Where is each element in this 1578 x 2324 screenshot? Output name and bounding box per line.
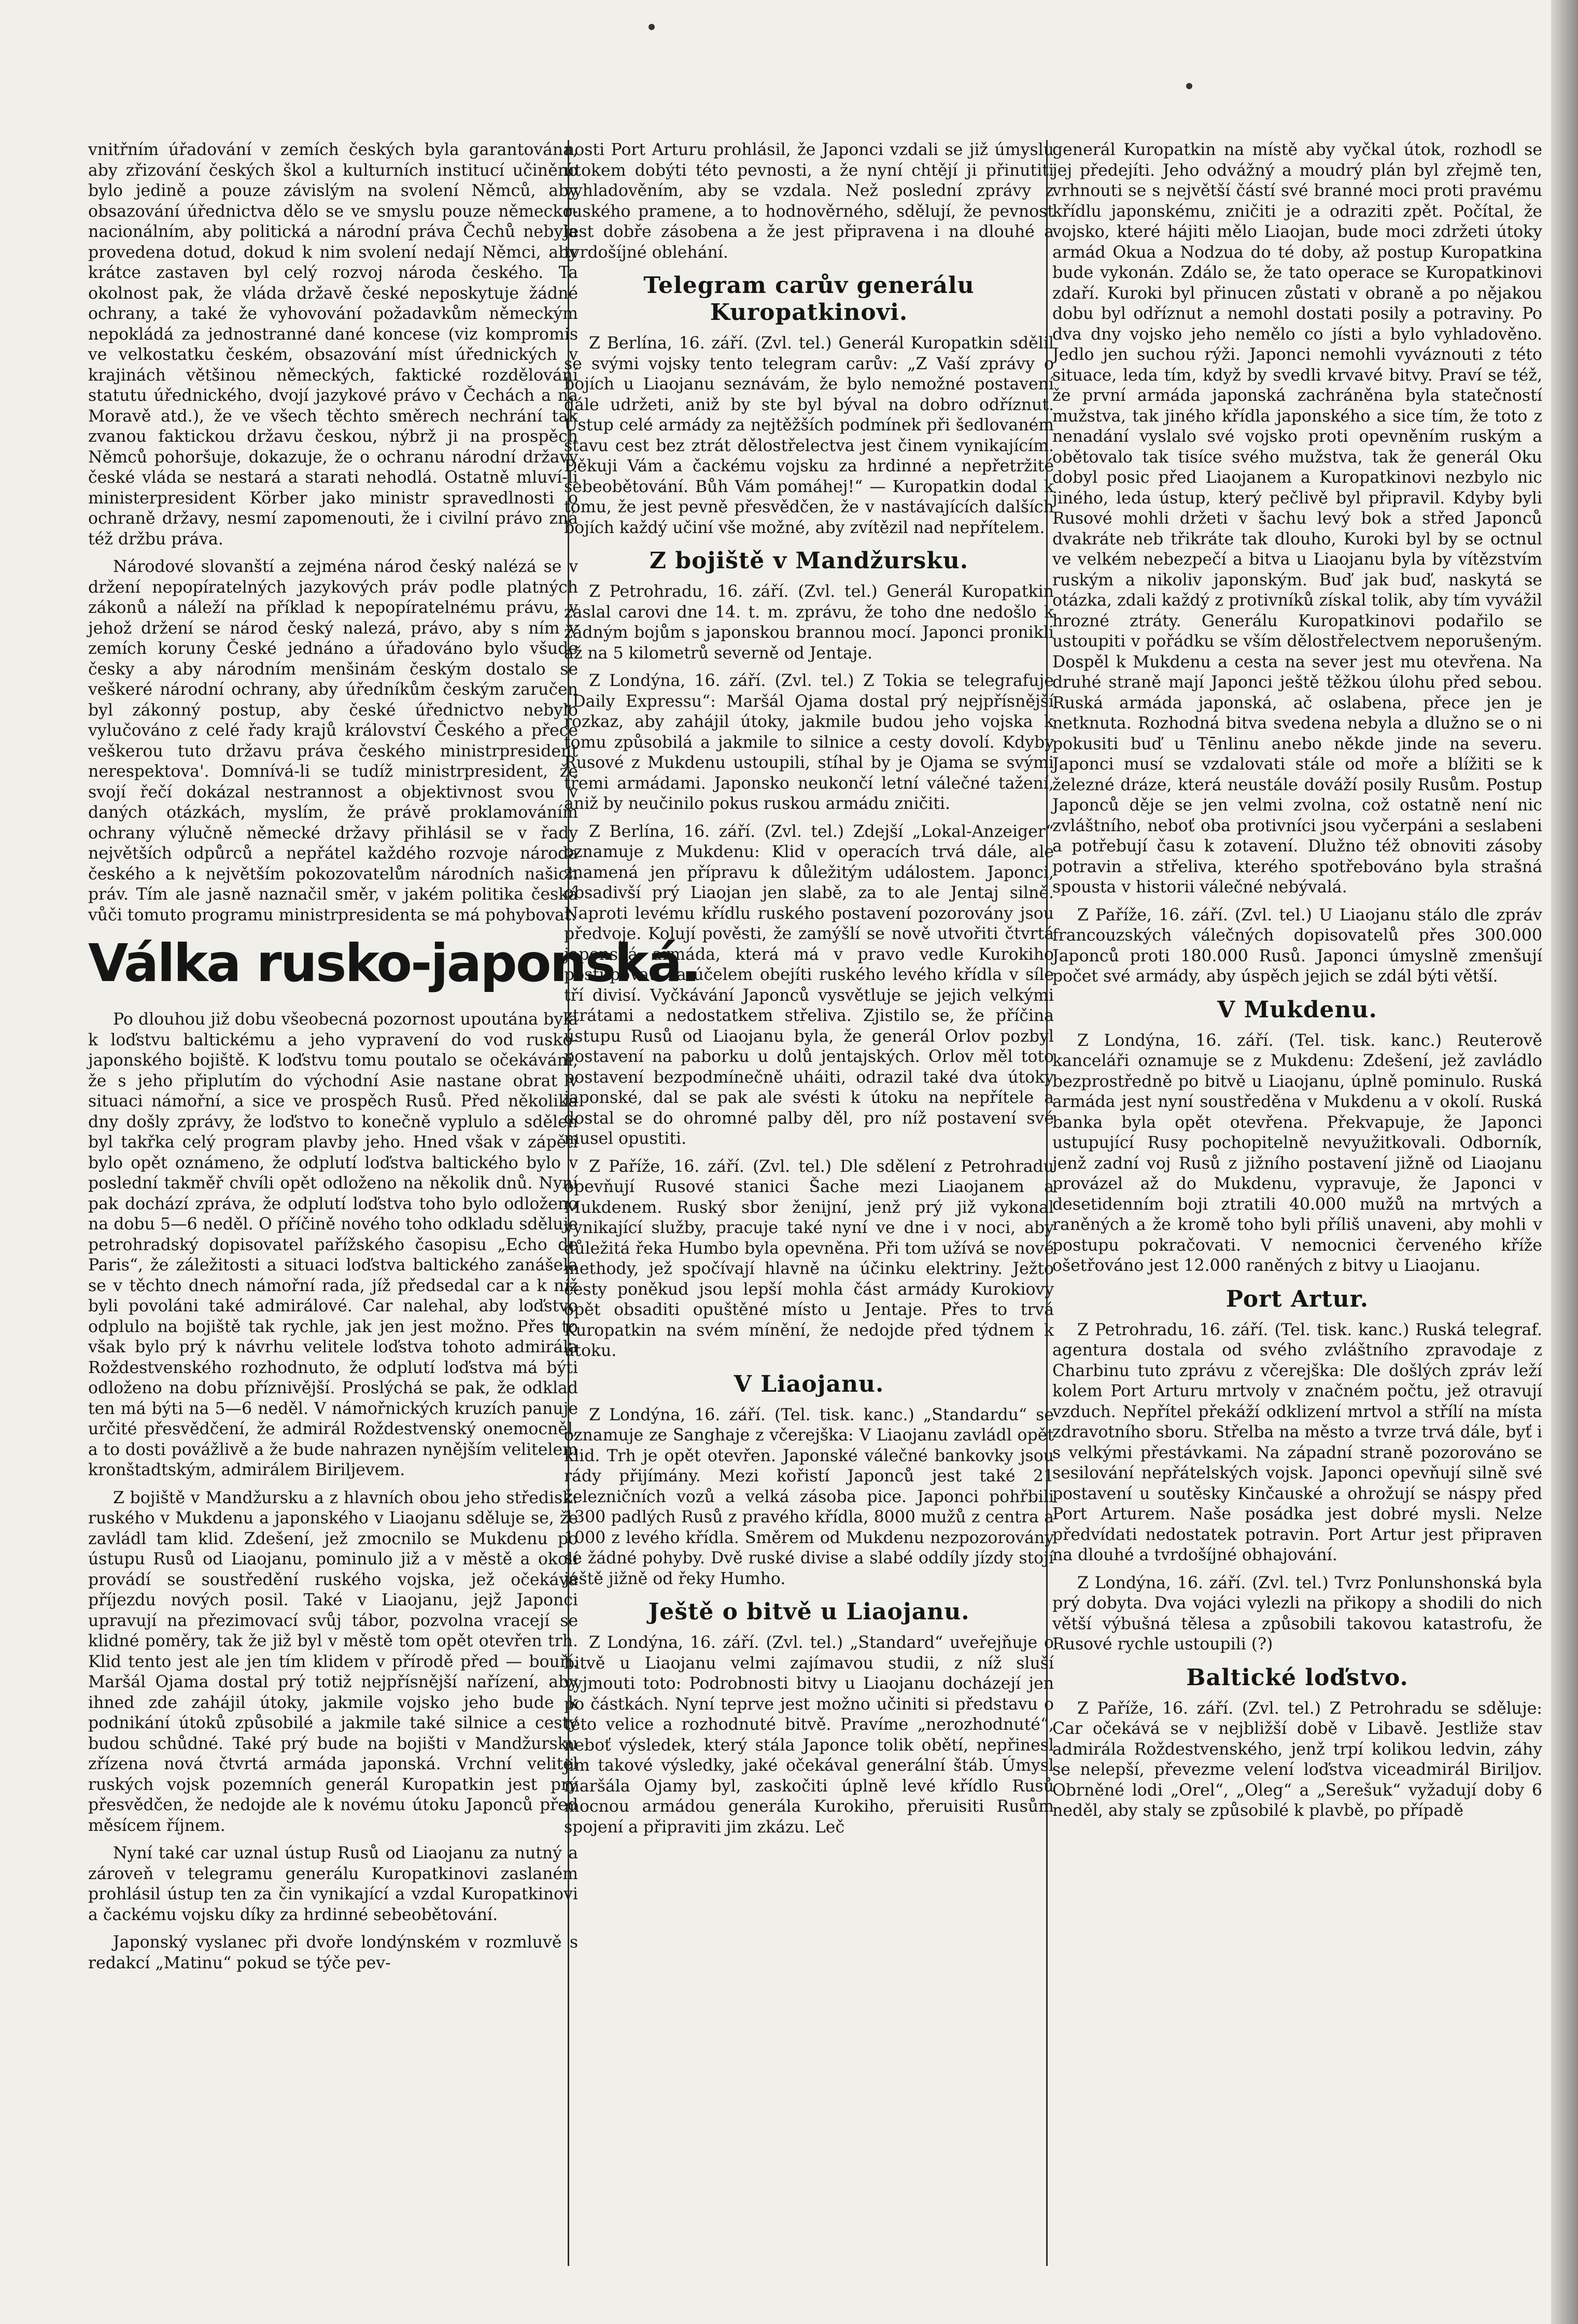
subheading: Port Artur. — [1225, 1285, 1369, 1312]
column-3 — [1052, 140, 1542, 2266]
scan-speck — [1186, 83, 1192, 89]
article-paragraph: nosti Port Arturu prohlásil, že Japonci vzdali se již úmyslu útokem dobýti této pevnosti, a že nyní chtějí ji přinutiti vyhladověním, aby se vzdala. Než poslední zprávy z ruského pramene, a to hodnověrného, sdělují, že pevnost jest dobře zásobena a že jest připravena i na dlouhé a tvrdošíjné oblehání. — [564, 141, 1054, 262]
column-1 — [88, 140, 699, 2266]
article-paragraph: Nyní také car uznal ústup Rusů od Liaojanu za nutný a zároveň v telegramu generálu Kuropatkinovi zaslaném prohlásil ústup ten za čin vynikající a vzdal Kuropatkinovi a čackému vojsku díky za hrdinné sebeobětování. — [88, 1844, 578, 1924]
section-headline: Válka rusko-japonská. — [88, 933, 699, 993]
article-paragraph: Z Petrohradu, 16. září. (Tel. tisk. kanc.) Ruská telegraf. agentura dostala od svého zvláštního zpravodaje z Charbinu tuto zprávu z včerejška: Dle došlých zpráv leží kolem Port Arturu mrtvoly v značném počtu, jež otravují vzduch. Nepřítel překáží odklizení mrtvol a střílí na místa zdravotního sboru. Střelba na město a tvrze trvá dále, byť i s velkými přestávkami. Na západní straně pozorováno se sesilování nepřátelských vojsk. Japonci opevňují silně své postavení u soutěsky Kinčauské a ohrožují se náspy před Port Arturem. Naše posádka jest dobré mysli. Nelze předvídati nedostatek potravin. Port Artur jest připraven na dlouhé a tvrdošíjné obhajování. — [1052, 1320, 1542, 1564]
article-paragraph: Japonský vyslanec při dvoře londýnském v rozmluvě s redakcí „Matinu“ pokud se týče pev- — [88, 1933, 578, 1972]
subheading: Z bojiště v Mandžursku. — [649, 548, 969, 574]
article-paragraph: Národové slovanští a zejména národ český nalézá se v držení nepopíratelných jazykových práv podle platných zákonů a náleží na příklad k nepopíratelnému právu, v jehož držení se národ český nalezá, právo, aby s ním v zemích koruny České jednáno a úřadováno bylo všude česky a aby národním menšinám českým dostalo se veškeré národní ochrany, aby úředníkům českým zaručen byl zákonný postup, aby české úřednictvo nebylo vylučováno z celé řady krajů království Českého a přece veškerou tuto državu práva českého ministrpresident nerespektova'. Domnívá-li se tudíž ministrpresident, že svojí řečí dokázal nestrannost a objektivnost svou v daných otázkách, myslím, že právě proklamováním ochrany výlučně německé državy přihlásil se v řady největších odpůrců a nepřátel každého rozvoje národa českého a k největším pokozovatelům národních našich práv. Tím ale jasně naznačil směr, v jakém politika česká vůči tomuto programu ministrpresidenta se má pohybovat. — [88, 557, 578, 925]
subheading: Baltické loďstvo. — [1186, 1664, 1408, 1691]
article-paragraph: vnitřním úřadování v zemích českých byla garantována, aby zřizování českých škol a kulturních institucí učiněno bylo jedině a pouze závislým na svolení Němců, aby obsazování úřednictva dělo se ve smyslu pouze německo-nacionálním, aby politická a národní práva Čechů nebyla provedena dotud, dokud k nim svolení nedají Němci, aby krátce zastaven byl celý rozvoj národa českého. Ta okolnost pak, že vláda državě české neposkytuje žádné ochrany, a také že vyhovování požadavkům německým nepokládá za jednostranné dané koncese (viz kompromis ve velkostatku českém, obsazování míst úřednických v krajinách většinou německých, faktické rozdělování statutu úřednického, dvojí jazykové právo v Čechách a na Moravě atd.), že ve všech těchto směrech nechrání tak zvanou faktickou državu českou, nýbrž ji na prospěch Němců pohoršuje, dokazuje, že o ochranu národní državy české vláda se nestará a starati nehodlá. Ostatně mluví-li ministerpresident Körber jako ministr spravedlnosti o ochraně državy, nesmí zapomenouti, že i civilní právo zná též držbu práva. — [88, 141, 578, 549]
article-paragraph: Z Londýna, 16. září. (Tel. tisk. kanc.) „Standardu“ se oznamuje ze Sanghaje z včerejška: V Liaojanu zavládl opět klid. Trh je opět otevřen. Japonské válečné bankovky jsou rády přijímány. Mezi kořistí Japonců jest také 21 železničních vozů a velká zásoba pice. Japonci pohřbili 1300 padlých Rusů z pravého křídla, 8000 mužů z centra a 1000 z levého křídla. Směrem od Mukdenu nezpozorovány se žádné pohyby. Dvě ruské divise a slabé oddíly jízdy stojí ještě jižně od řeky Humho. — [564, 1405, 1054, 1588]
page-edge-shadow — [1551, 0, 1578, 2324]
article-paragraph: generál Kuropatkin na místě aby vyčkal útok, rozhodl se jej předejíti. Jeho odvážný a moudrý plán byl zřejmě ten, vrhnouti se s největší částí své branné moci proti pravému křídlu japonskému, zničiti je a odraziti zpět. Počítal, že vojsko, které hájiti mělo Liaojan, bude moci zdržeti útoky armád Okua a Nodzua do té doby, až postup Kuropatkina bude vykonán. Zdálo se, že tato operace se Kuropatkinovi zdaří. Kuroki byl přinucen zůstati v obraně a po nějakou dobu byl odříznut a nemohl dostati posily a potraviny. Po dva dny vojsko jeho nemělo co jísti a bylo vyhladověno. Jedlo jen suchou rýži. Japonci nemohli vyváznouti z této situace, leda tím, když by svedli krvavé bitvy. Praví se též, že první armáda japonská zachráněna byla statečností mužstva, tak jiného křídla japonského a sice tím, že toto z nenadání vyslalo své vojsko proti opevněním ruským a obětovalo tak tisíce svého mužstva, tak že generál Oku dobyl posic před Liaojanem a Kuropatkinovi nezbylo nic jiného, leda ústup, který pečlivě byl připravil. Kdyby byli Rusové mohli držeti v šachu levý bok a střed Japonců dvakráte neb třikráte tak dlouho, Kuroki byl by se octnul ve velkém nebezpečí a bitva u Liaojanu byla by vítězstvím ruským a nikoliv japonským. Buď jak buď, naskytá se otázka, zdali každý z protivníků získal tolik, aby tím vyvážil hrozné ztráty. Generálu Kuropatkinovi podařilo se ustoupiti v pořádku se vším dělostřelectvem neporušeným. Dospěl k Mukdenu a cesta na sever jest mu otevřena. Na druhé straně mají Japonci ještě těžkou úlohu před sebou. Ruská armáda japonská, ač oslabena, přece jen je netknuta. Rozhodná bitva svedena nebyla a dlužno se o ni pokusiti buď u Tēnlinu anebo někde jinde na severu. Japonci musí se vzdalovati stále od moře a blížiti se k železné dráze, která neustále dováží posily Rusům. Postup Japonců děje se jen velmi zvolna, což ostatně není nic zvláštního, neboť oba protivníci jsou vyčerpáni a seslabeni a potřebují času k zotavení. Dlužno též obnoviti zásoby potravin a střeliva, kterého spotřebováno byla strašná spousta v historii válečné nebývalá. — [1052, 141, 1542, 897]
subheading: V Liaojanu. — [734, 1370, 884, 1397]
article-paragraph: Z bojiště v Mandžursku a z hlavních obou jeho středisk: ruského v Mukdenu a japonského v Liaojanu sděluje se, že zavládl tam klid. Zdešení, jež zmocnilo se Mukdenu po ústupu Rusů od Liaojanu, pominulo již a v městě a okolí provádí se soustředění ruského vojska, jež očekává příjezdu nových posil. Také v Liaojanu, jejž Japonci upravují na přezimovací svůj tábor, pozvolna vracejí se klidné poměry, tak že již byl v městě tom opět otevřen trh. Klid tento jest ale jen tím klidem v přírodě před — bouří. Maršál Ojama dostal prý totiž nejpřísnější nařízení, aby ihned zde zahájil útoky, jakmile vojsko jeho bude k podnikání útoků způsobilé a jakmile také silnice a cesty budou schůdné. Také prý bude na bojišti v Mandžursku zřízena nová čtvrtá armáda japonská. Vrchní velitel ruských vojsk pozemních generál Kuropatkin jest prý přesvědčen, že nedojde ale k novému útoku Japonců před měsícem říjnem. — [88, 1488, 578, 1835]
subheading: Telegram carův generálu Kuropatkinovi. — [643, 272, 975, 326]
scan-speck — [649, 24, 655, 30]
article-paragraph: Z Petrohradu, 16. září. (Zvl. tel.) Generál Kuropatkin zaslal carovi dne 14. t. m. zprávu, že toho dne nedošlo k žádným bojům s japonskou brannou mocí. Japonci pronikli až na 5 kilometrů severně od Jentaje. — [564, 582, 1054, 663]
subheading: V Mukdenu. — [1217, 996, 1377, 1023]
article-paragraph: Po dlouhou již dobu všeobecná pozornost upoutána byla k loďstvu baltickému a jeho vypravení do vod rusko-japonského bojiště. K loďstvu tomu poutalo se očekávání, že s jeho připlutím do východní Asie nastane obrat v situaci námořní, a sice ve prospěch Rusů. Před několika dny došly zprávy, že loďstvo to konečně vyplulo a sdělen byl takřka celý program plavby jeho. Hned však v zápětí bylo opět oznámeno, že odplutí loďstva baltického bylo v poslední takměř chvíli opět odloženo na několik dnů. Nyní pak dochází zpráva, že odplutí loďstva toho bylo odloženo na dobu 5—6 neděl. O příčině nového toho odkladu sděluje petrohradský dopisovatel pařížského časopisu „Echo de Paris“, že záležitosti a situaci loďstva baltického zanášela se v těchto dnech námořní rada, jíž předsedal car a k níž byli povoláni také admirálové. Car nalehal, aby loďstvo odplulo na bojiště tak rychle, jak jen jest možno. Přes to však bylo prý k návrhu velitele loďstva tohoto admirála Roždestvenského rozhodnuto, že odplutí loďstva má býti odloženo na dobu příznivější. Proslýchá se pak, že odklad ten má býti na 5—6 neděl. V námořnických kruzích panuje určité přesvědčení, že admirál Roždestvenský onemocněl, a to dosti povážlivě a že bude nahrazen nynějším velitelem kronštadtským, admirálem Biriljevem. — [88, 1010, 578, 1479]
article-paragraph: Z Londýna, 16. září. (Zvl. tel.) „Standard“ uveřejňuje o bitvě u Liaojanu velmi zajímavou studii, z níž sluší vyjmouti toto: Podrobnosti bitvy u Liaojanu docházejí jen po částkách. Nyní teprve jest možno učiniti si představu o této velice a rozhodnuté bitvě. Pravíme „nerozhodnuté“, neboť výsledek, který stála Japonce tolik obětí, nepřinesl jim takové výsledky, jaké očekával generální štáb. Úmysl maršála Ojamy byl, zaskočiti úplně levé křídlo Rusů mocnou armádou generála Kurokiho, přeruisiti Rusům spojení a připraviti jim zkázu. Leč — [564, 1633, 1054, 1837]
article-paragraph: Z Paříže, 16. září. (Zvl. tel.) Z Petrohradu se sděluje: Car očekává se v nejbližší době v Libavě. Jestliže stav admirála Roždestvenského, jenž trpí kolikou ledvin, záhy se nelepší, převezme velení loďstva viceadmirál Biriljov. Obrněné lodi „Orel“, „Oleg“ a „Serešuk“ vyžadují doby 6 neděl, aby staly se způsobilé k plavbě, po případě — [1052, 1699, 1542, 1820]
article-paragraph: Z Berlína, 16. září. (Zvl. tel.) Zdejší „Lokal-Anzeiger“ oznamuje z Mukdenu: Klid v operacích trvá dále, ale znamená jen přípravu k důležitým událostem. Japonci, obsadivší prý Liaojan jen slabě, za to ale Jentaj silně. Naproti levému křídlu ruského postavení pozorovány jsou předvoje. Kolují pověsti, že zamýšlí se nově utvořiti čtvrtá japonská armáda, která má v pravo vedle Kurokiho postupovati za účelem obejíti ruského levého křídla v síle tří divisí. Vyčkávání Japonců vysvětluje se jejich velkými ztrátami a nedostatkem střeliva. Zjistilo se, že příčina ústupu Rusů od Liaojanu byla, že generál Orlov pozbyl postavení na paborku u dolů jentajských. Orlov měl toto postavení bezpodmínečně uháiti, odrazil také dva útoky japonské, dal se pak ale svésti k útoku na nepřítele a dostal se do ohromné palby děl, pro níž postavení své musel opustiti. — [564, 822, 1054, 1148]
subheading: Ještě o bitvě u Liaojanu. — [648, 1599, 970, 1625]
article-paragraph: Z Londýna, 16. září. (Tel. tisk. kanc.) Reuterově kanceláři oznamuje se z Mukdenu: Zdešení, jež zavládlo bezprostředně po bitvě u Liaojanu, úplně pominulo. Ruská armáda jest nyní soustředěna v Mukdenu a v okolí. Ruská banka byla opět otevřena. Překvapuje, že Japonci ustupující Rusy pochopitelně nevyužitkovali. Odborník, jenž zadní voj Rusů z jižního postavení jižně od Liaojanu provázel až do Mukdenu, vypravuje, že Japonci v desetidenním boji ztratili 40.000 mužů na mrtvých a raněných a že kromě toho byli příliš unaveni, aby mohli v postupu pokračovati. V nemocnici červeného kříže ošetřováno jest 12.000 raněných z bitvy u Liaojanu. — [1052, 1031, 1542, 1275]
article-paragraph: Z Londýna, 16. září. (Zvl. tel.) Z Tokia se telegrafuje „Daily Expressu“: Maršál Ojama dostal prý nejpřísnější rozkaz, aby zahájil útoky, jakmile budou jeho vojska k tomu způsobilá a jakmile to silnice a cesty dovolí. Kdyby Rusové z Mukdenu ustoupili, stíhal by je Ojama se svými třemi armádami. Japonsko neukončí letní válečné tažení, aniž by neučinilo pokus ruskou armádu zničiti. — [564, 671, 1054, 813]
article-paragraph: Z Paříže, 16. září. (Zvl. tel.) U Liaojanu stálo dle zpráv francouzských válečných dopisovatelů přes 300.000 Japonců proti 180.000 Rusů. Japonci úmyslně zmenšují počet své armády, aby úspěch jejich se zdál býti větší. — [1052, 905, 1542, 986]
article-paragraph: Z Paříže, 16. září. (Zvl. tel.) Dle sdělení z Petrohradu opevňují Rusové stanici Šache mezi Liaojanem a Mukdenem. Ruský sbor ženijní, jenž prý již vykonal vynikající služby, pracuje také nyní ve dne i v noci, aby důležitá řeka Humbo byla opevněna. Při tom užívá se nové methody, jež spočívají hlavně na účinku elektriny. Ježto cesty poněkud jsou lepší mohla část armády Kurokiovy opět obsaditi opuštěné místo u Jentaje. Přes to trvá Kuropatkin na svém mínění, že nedojde před týdnem k útoku. — [564, 1157, 1054, 1360]
article-paragraph: Z Berlína, 16. září. (Zvl. tel.) Generál Kuropatkin sdělil se svými vojsky tento telegram carův: „Z Vaší zprávy o bojích u Liaojanu seznávám, že bylo nemožné postavení dále udržeti, aniž by ste byl býval na dobro odříznut. Ústup celé armády za nejtěžších podmínek při šedlovaném stavu cest bez ztrát dělostřelectva jest činem vynikajícím. Děkuji Vám a čackému vojsku za hrdinné a nepřetržité sebeobětování. Bůh Vám pomáhej!“ — Kuropatkin dodal k tomu, že jest pevně přesvědčen, že v nastávajících dalších bojích každý učiní vše možné, aby zvítězil nad nepřítelem. — [564, 334, 1054, 537]
column-2 — [564, 140, 1054, 2266]
article-paragraph: Z Londýna, 16. září. (Zvl. tel.) Tvrz Ponlunshonská byla prý dobyta. Dva vojáci vylezli na přikopy a shodili do nich větší výbušná tělesa a způsobili takovou katastrofu, že Rusové rychle ustoupili (?) — [1052, 1573, 1542, 1654]
